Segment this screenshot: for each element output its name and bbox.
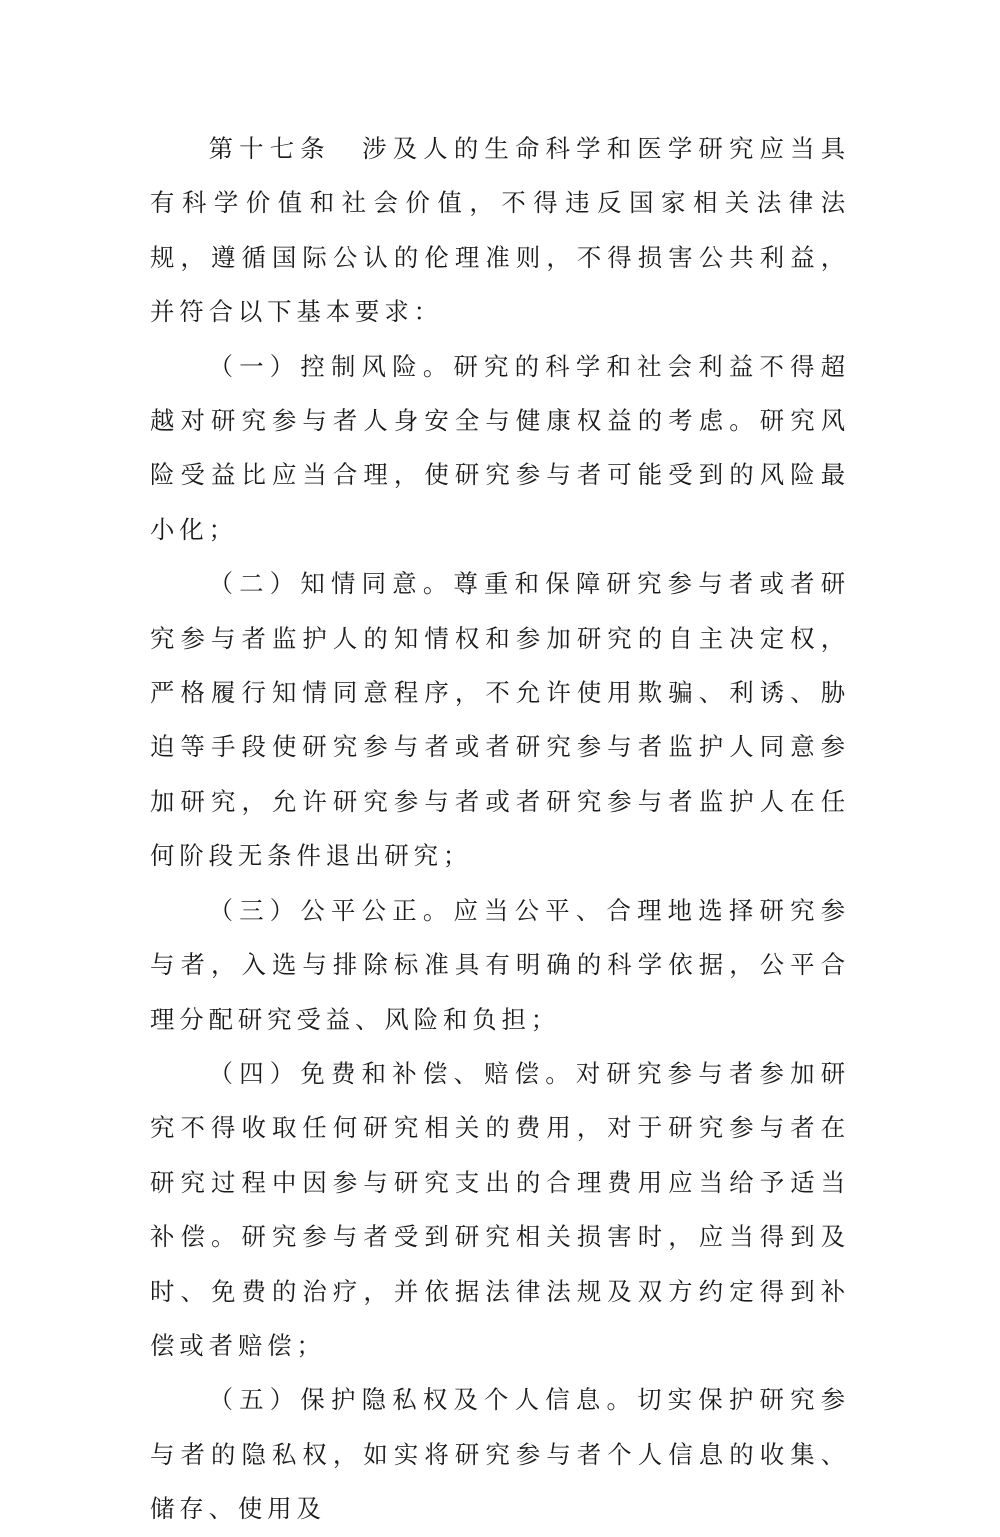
requirement-item-4: （四）免费和补偿、赔偿。对研究参与者参加研究不得收取任何研究相关的费用，对于研究参与者在研究过程中因参与研究支出的合理费用应当给予适当补偿。研究参与者受到研究相关损害时，应当得到及时、免费的治疗，并依据法律法规及双方约定得到补偿或者赔偿； [150, 1058, 850, 1360]
article-intro-paragraph [150, 122, 850, 340]
article-heading: 第十七条 [208, 134, 331, 163]
requirement-item-1: （一）控制风险。研究的科学和社会利益不得超越对研究参与者人身安全与健康权益的考虑。研究风险受益比应当合理，使研究参与者可能受到的风险最小化； [150, 351, 850, 544]
requirement-item-3: （三）公平公正。应当公平、合理地选择研究参与者，入选与排除标准具有明确的科学依据，公平合理分配研究受益、风险和负担； [150, 895, 850, 1034]
requirement-item-5: （五）保护隐私权及个人信息。切实保护研究参与者的隐私权，如实将研究参与者个人信息的收集、储存、使用及 [150, 1385, 850, 1524]
requirement-item-2: （二）知情同意。尊重和保障研究参与者或者研究参与者监护人的知情权和参加研究的自主决定权，严格履行知情同意程序，不允许使用欺骗、利诱、胁迫等手段使研究参与者或者研究参与者监护人同意参加研究，允许研究参与者或者研究参与者监护人在任何阶段无条件退出研究； [150, 569, 850, 871]
article-17 [150, 122, 850, 1537]
article-intro-text: 涉及人的生命科学和医学研究应当具有科学价值和社会价值，不得违反国家相关法律法规，遵循国际公认的伦理准则，不得损害公共利益，并符合以下基本要求： [150, 134, 850, 327]
